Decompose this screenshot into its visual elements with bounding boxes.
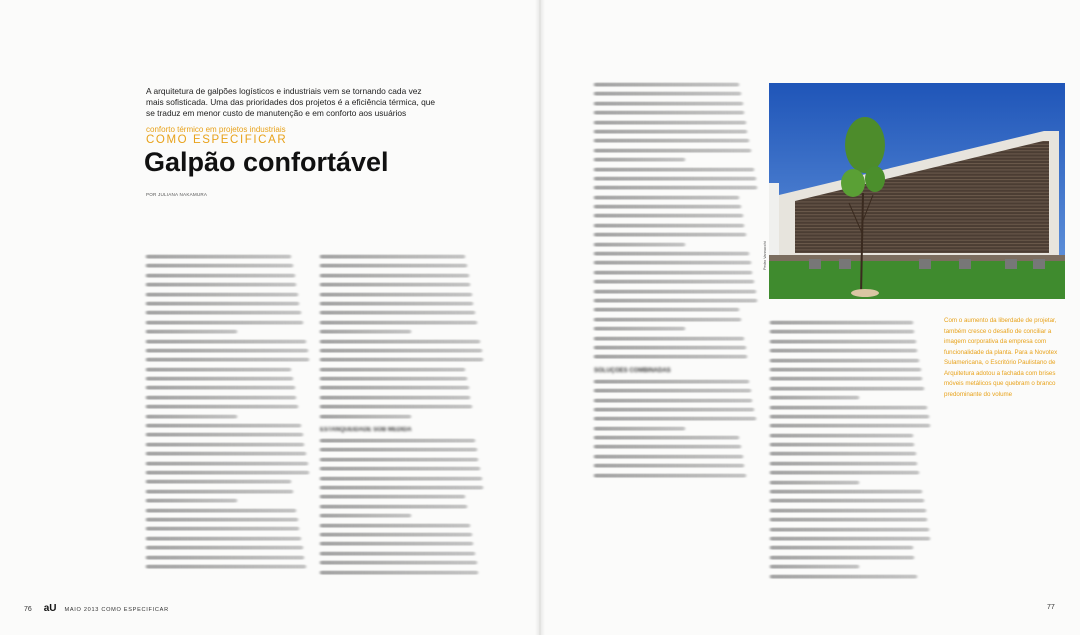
blurred-text-line [770, 574, 917, 578]
blurred-text-line [770, 462, 917, 466]
blurred-text-line [594, 214, 743, 218]
building-photo [769, 83, 1065, 299]
blurred-text-line [146, 414, 237, 418]
blurred-text-line [146, 518, 298, 522]
blurred-text-line [320, 495, 465, 499]
blurred-text-line [770, 546, 913, 550]
blurred-text-line [594, 280, 754, 284]
blurred-text-line [770, 358, 919, 362]
blurred-text-line [770, 368, 921, 372]
blurred-text-line [146, 424, 301, 428]
blurred-text-line [594, 148, 751, 152]
blurred-text-line [770, 490, 922, 494]
section-label: COMO ESPECIFICAR [146, 134, 288, 146]
blurred-text-line [320, 414, 411, 418]
blurred-text-line [146, 320, 303, 324]
article-title: Galpão confortável [144, 147, 389, 177]
blurred-text-line [594, 336, 744, 340]
blurred-text-line [594, 252, 749, 256]
blurred-text-line [146, 433, 303, 437]
blurred-text-line [320, 486, 483, 490]
blurred-text-line [594, 426, 685, 430]
blurred-text-line [594, 92, 741, 96]
blurred-text-line [320, 542, 473, 546]
blurred-text-line [770, 537, 930, 541]
blurred-text-line [594, 186, 757, 190]
blurred-text-line [770, 321, 913, 325]
blurred-text-line [320, 448, 477, 452]
blurred-text-line [594, 464, 744, 468]
blurred-text-line [770, 471, 919, 475]
blurred-text-line [146, 452, 306, 456]
blurred-text-line [320, 358, 483, 362]
blurred-text-line [770, 340, 916, 344]
blurred-text-line [146, 358, 309, 362]
blurred-text-line [594, 233, 746, 237]
blurred-text-line [594, 261, 751, 265]
blurred-text-line [770, 405, 927, 409]
page-gutter [535, 0, 545, 635]
blurred-text-line [594, 177, 756, 181]
article-lead: A arquitetura de galpões logísticos e industriais vem se tornando cada vez mais sofisticada. Uma das prioridades dos projetos é a eficiência térmica, que se traduz em menor custo de manutenção e em conforto aos usuários [146, 86, 436, 119]
blurred-text-line [146, 283, 296, 287]
blurred-text-line [594, 389, 751, 393]
blurred-text-line [146, 367, 291, 371]
blurred-text-line [320, 292, 472, 296]
blurred-text-line [146, 471, 309, 475]
blurred-text-line [594, 111, 744, 115]
blurred-text-line [146, 480, 291, 484]
blurred-text-line [770, 509, 926, 513]
blurred-text-line [594, 408, 754, 412]
blurred-text-line [146, 311, 301, 315]
magazine-logo: aU [43, 603, 57, 614]
blurred-text-line [770, 433, 913, 437]
blurred-text-line [594, 271, 752, 275]
article-kicker: conforto térmico em projetos industriais [146, 125, 286, 134]
blurred-text-line [770, 443, 914, 447]
blurred-text-line [320, 514, 411, 518]
blurred-text-line [594, 83, 739, 87]
blurred-text-line [320, 339, 480, 343]
blurred-text-line [320, 533, 472, 537]
blurred-text-line [146, 546, 303, 550]
blurred-text-line [146, 527, 299, 531]
blurred-text-line [770, 396, 859, 400]
blurred-text-line [146, 443, 304, 447]
blurred-text-line [320, 570, 478, 574]
blurred-text-line [146, 396, 296, 400]
blurred-text-line [320, 476, 482, 480]
blurred-text-line [594, 158, 685, 162]
blurred-text-line [146, 405, 298, 409]
blurred-text-line [320, 561, 477, 565]
blurred-text-line [146, 386, 295, 390]
blurred-text-line [146, 274, 295, 278]
blurred-text-line [594, 327, 685, 331]
page-number-right: 77 [1047, 604, 1055, 611]
body-column-4 [770, 318, 932, 581]
blurred-text-line [320, 551, 475, 555]
blurred-text-line [320, 467, 480, 471]
blurred-text-line [770, 518, 927, 522]
blurred-text-line [320, 504, 467, 508]
body-column-2 [320, 252, 485, 577]
blurred-text-line [146, 349, 308, 353]
blurred-text-line [770, 424, 930, 428]
blurred-text-line [320, 386, 469, 390]
blurred-text-line [594, 473, 746, 477]
blurred-text-line [146, 461, 308, 465]
blurred-text-line [594, 379, 749, 383]
blurred-text-line [594, 120, 746, 124]
blurred-text-line [770, 527, 929, 531]
photo-credit: Pedro Vannucchi [763, 241, 767, 270]
blurred-text-line [146, 377, 293, 381]
blurred-text-line [770, 555, 914, 559]
blurred-text-line [146, 339, 306, 343]
blurred-text-line [594, 445, 741, 449]
blurred-text-line [146, 555, 304, 559]
blurred-text-line [594, 195, 739, 199]
blurred-text-line [146, 499, 237, 503]
blurred-text-line [146, 330, 237, 334]
blurred-text-line [146, 565, 306, 569]
blurred-text-line [594, 289, 756, 293]
blurred-text-line [594, 139, 749, 143]
blurred-text-line [320, 396, 470, 400]
blurred-text-line [770, 386, 924, 390]
blurred-text-line [146, 264, 293, 268]
blurred-text-line [320, 255, 465, 259]
blurred-text-line [146, 292, 298, 296]
body-column-1 [146, 252, 311, 571]
blurred-text-line [320, 349, 482, 353]
blurred-text-line [594, 130, 747, 134]
blurred-text-line [770, 452, 916, 456]
blurred-text-line [146, 536, 301, 540]
blurred-text-line [594, 242, 685, 246]
blurred-text-line [594, 308, 739, 312]
blurred-text-line [594, 299, 757, 303]
blurred-text-line [770, 330, 914, 334]
section-subhead: SOLUÇÕES COMBINADAS [594, 367, 671, 374]
blurred-text-line [770, 349, 917, 353]
blurred-text-line [770, 415, 929, 419]
blurred-text-line [594, 455, 743, 459]
blurred-text-line [594, 102, 743, 106]
blurred-text-line [320, 439, 475, 443]
blurred-text-line [320, 274, 469, 278]
blurred-text-line [770, 480, 859, 484]
footer-left [24, 603, 169, 614]
blurred-text-line [320, 330, 411, 334]
blurred-text-line [594, 398, 752, 402]
blurred-text-line [594, 436, 739, 440]
blurred-text-line [320, 311, 475, 315]
blurred-text-line [146, 508, 296, 512]
blurred-text-line [770, 499, 924, 503]
blurred-text-line [594, 317, 741, 321]
blurred-text-line [594, 167, 754, 171]
photo-caption: Com o aumento da liberdade de projetar, também cresce o desafio de conciliar a imagem corporativa da empresa com funcionalidade da planta. Para a Novotex Sulamericana, o Escritório Paulistano de Arquitetura adotou a fachada com brises móveis metálicos que quebram o branco predominante do volume [944, 317, 1058, 398]
blurred-text-line [146, 302, 299, 306]
body-column-3 [594, 80, 759, 480]
blurred-text-line [594, 355, 747, 359]
blurred-text-line [320, 405, 472, 409]
blurred-text-line [146, 489, 293, 493]
blurred-text-line [320, 283, 470, 287]
blurred-text-line [146, 255, 291, 259]
blurred-text-line [770, 565, 859, 569]
building-photo-illustration [769, 83, 1065, 299]
blurred-text-line [770, 377, 922, 381]
blurred-text-line [320, 377, 467, 381]
blurred-text-line [594, 224, 744, 228]
blurred-text-line [594, 417, 756, 421]
blurred-text-line [320, 458, 478, 462]
blurred-text-line [320, 264, 467, 268]
blurred-text-line [320, 367, 465, 371]
byline: POR JULIANA NAKAMURA [146, 192, 208, 197]
issue-info: MAIO 2013 COMO ESPECIFICAR [64, 607, 169, 613]
blurred-text-line [594, 346, 746, 350]
blurred-text-line [320, 302, 473, 306]
page-number-left: 76 [24, 606, 32, 613]
blurred-text-line [320, 320, 477, 324]
section-subhead: ESTANQUEIDADE SOB MEDIDA [320, 427, 412, 434]
blurred-text-line [320, 523, 470, 527]
blurred-text-line [594, 205, 741, 209]
